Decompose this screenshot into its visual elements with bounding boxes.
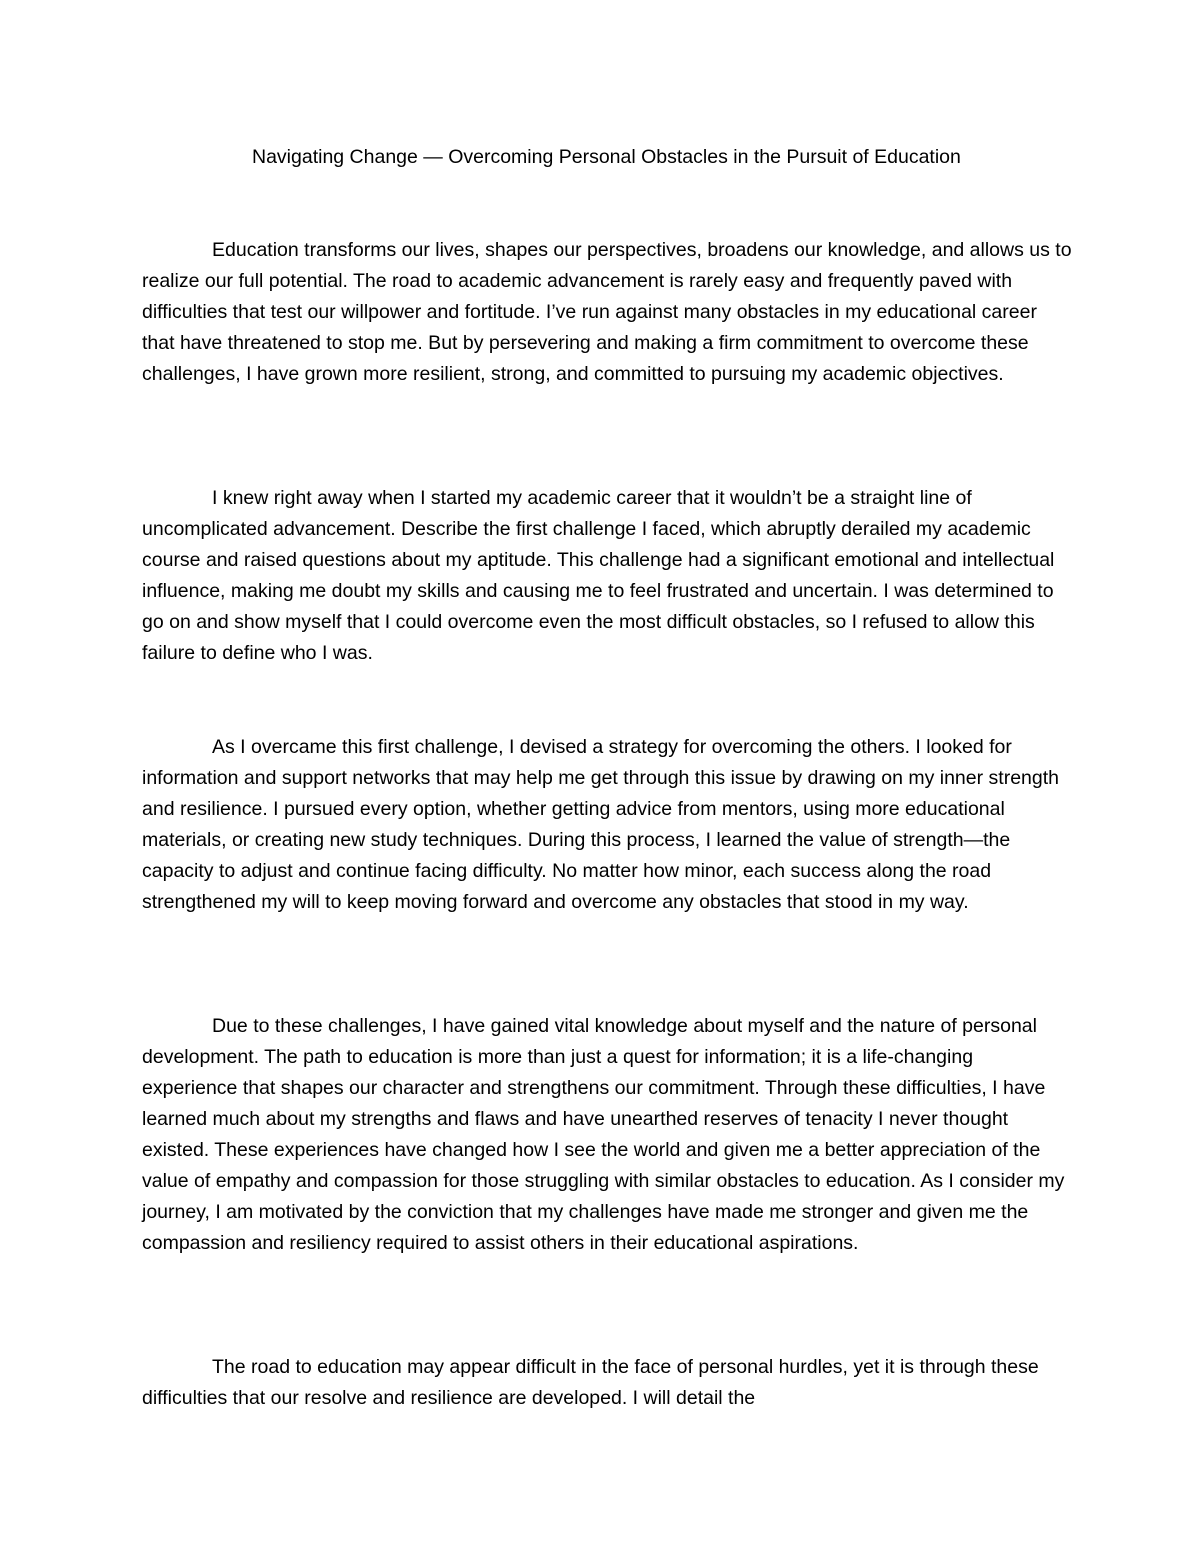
paragraph-4 — [142, 1011, 1072, 1259]
paragraph-text: Due to these challenges, I have gained vital knowledge about myself and the nature of personal development. The path to education is more than just a quest for information; it is a life-changing experience that shapes our character and strengthens our commitment. Through these difficulties, I have learned much about my strengths and flaws and have unearthed reserves of tenacity I never thought existed. These experiences have changed how I see the world and given me a better appreciation of the value of empathy and compassion for those struggling with similar obstacles to education. As I consider my journey, I am motivated by the conviction that my challenges have made me stronger and given me the compassion and resiliency required to assist others in their educational aspirations. — [142, 1015, 1065, 1254]
paragraph-text: I knew right away when I started my academic career that it wouldn’t be a straight line of uncomplicated advancement. Describe the first challenge I faced, which abruptly derailed my academic course and raised questions about my aptitude. This challenge had a significant emotional and intellectual influence, making me doubt my skills and causing me to feel frustrated and uncertain. I was determined to go on and show myself that I could overcome even the most difficult obstacles, so I refused to allow this failure to define who I was. — [142, 487, 1055, 664]
paragraph-text: The road to education may appear difficult in the face of personal hurdles, yet it is through these difficulties that our resolve and resilience are developed. I will detail the — [142, 1356, 1039, 1409]
paragraph-text: As I overcame this first challenge, I devised a strategy for overcoming the others. I looked for information and support networks that may help me get through this issue by drawing on my inner strength and resilience. I pursued every option, whether getting advice from mentors, using more educational materials, or creating new study techniques. During this process, I learned the value of strength—the capacity to adjust and continue facing difficulty. No matter how minor, each success along the road strengthened my will to keep moving forward and overcome any obstacles that stood in my way. — [142, 736, 1059, 913]
paragraph-text: Education transforms our lives, shapes our perspectives, broadens our knowledge, and allows us to realize our full potential. The road to academic advancement is rarely easy and frequently paved with difficulties that test our willpower and fortitude. I’ve run against many obstacles in my educational career that have threatened to stop me. But by persevering and making a firm commitment to overcome these challenges, I have grown more resilient, strong, and committed to pursuing my academic objectives. — [142, 239, 1072, 385]
paragraph-1 — [142, 235, 1072, 390]
paragraph-3 — [142, 732, 1072, 918]
document-title: Navigating Change — Overcoming Personal Obstacles in the Pursuit of Education — [252, 146, 961, 168]
paragraph-5 — [142, 1352, 1072, 1414]
paragraph-2 — [142, 483, 1072, 669]
